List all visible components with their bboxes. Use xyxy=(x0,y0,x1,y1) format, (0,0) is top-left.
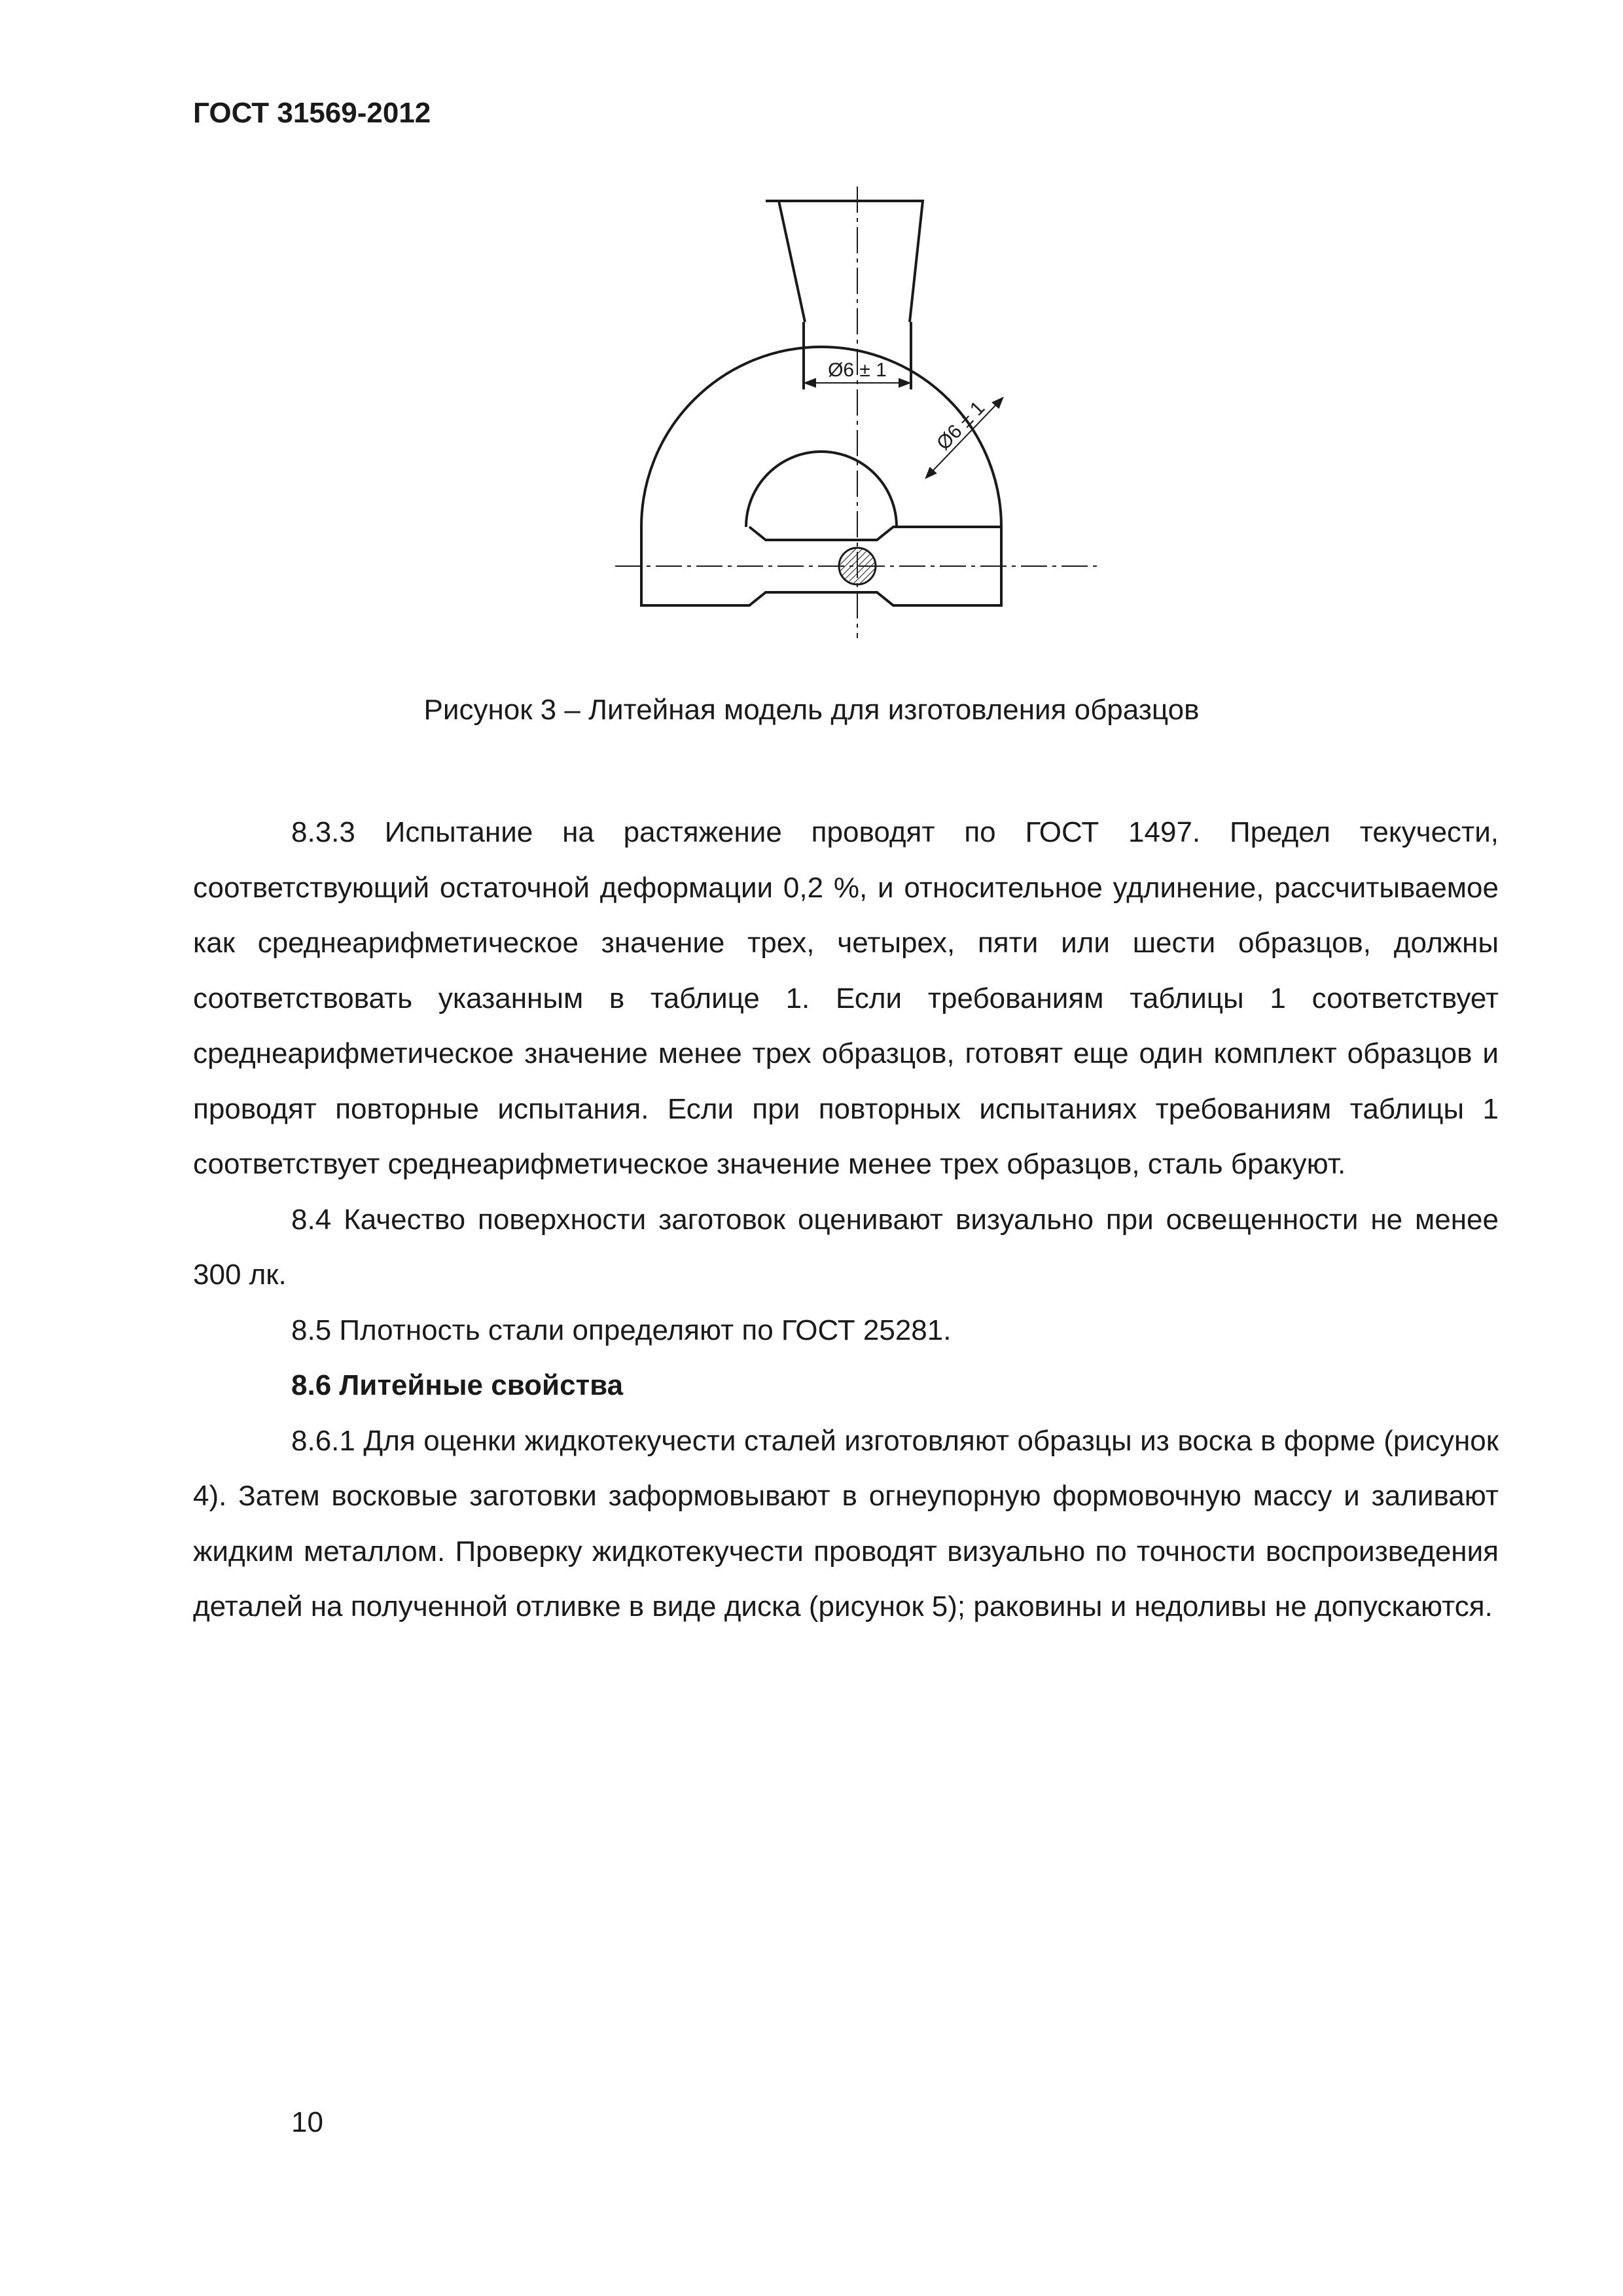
paragraph-8-6-1: 8.6.1 Для оценки жидкотекучести сталей изготовляют образцы из воска в форме (рисунок 4). Затем восковые заготовки заформовывают в огнеупорную формовочную массу и заливают жидким металлом. Проверку жидкотекучести проводят визуально по точности воспроизведения деталей на полученной отливке в виде диска (рисунок 5); раковины и недоливы не допускаются. xyxy=(193,1424,1499,1623)
document-code-header: ГОСТ 31569-2012 xyxy=(193,97,431,129)
paragraph-8-4: 8.4 Качество поверхности заготовок оценивают визуально при освещенности не менее 300 лк. xyxy=(193,1203,1499,1291)
dimension-label-top: Ø6 ± 1 xyxy=(828,359,887,381)
section-heading-8-6: 8.6 Литейные свойства xyxy=(291,1369,624,1401)
dimension-label-diagonal: Ø6 ± 1 xyxy=(933,397,990,455)
document-body xyxy=(193,805,1499,1635)
figure-caption: Рисунок 3 – Литейная модель для изготовления образцов xyxy=(423,694,1200,726)
inner-arch xyxy=(746,452,897,527)
paragraph-8-3-3: 8.3.3 Испытание на растяжение проводят по ГОСТ 1497. Предел текучести, соответствующий остаточной деформации 0,2 %, и относительное удлинение, рассчитываемое как среднеарифметическое значение трех, четырех, пяти или шести образцов, должны соответствовать указанным в таблице 1. Если требованиям таблицы 1 соответствует среднеарифметическое значение менее трех образцов, готовят еще один комплект образцов и проводят повторные испытания. Если при повторных испытаниях требованиям таблицы 1 соответствует среднеарифметическое значение менее трех образцов, сталь бракуют. xyxy=(193,816,1499,1180)
paragraph-8-5: 8.5 Плотность стали определяют по ГОСТ 25281. xyxy=(291,1314,952,1346)
casting-model-figure xyxy=(615,187,1099,638)
page-number: 10 xyxy=(291,2106,323,2138)
funnel xyxy=(766,201,923,322)
